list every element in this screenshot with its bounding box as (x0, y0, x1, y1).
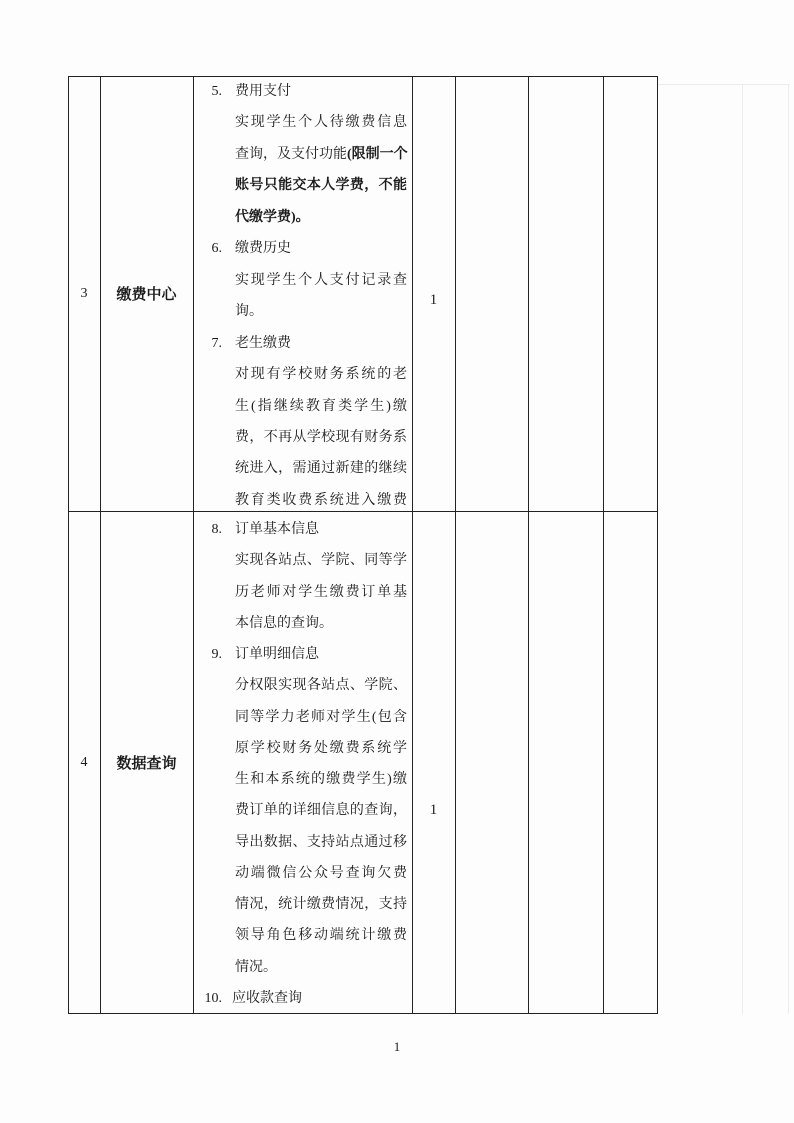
table-row (68, 76, 658, 511)
description-line: 导出数据、支持站点通过移 (235, 834, 407, 850)
description-line: 领导角色移动端统计缴费 (235, 928, 407, 944)
description-line: 费订单的详细信息的查询， (235, 803, 407, 819)
function-description (193, 76, 412, 516)
description-line: 账号只能交本人学费，不能 (235, 178, 407, 194)
description-line: 生(指继续教育类学生)缴 (235, 398, 407, 414)
description-line: 实现各站点、学院、同等学 (235, 553, 407, 569)
item-heading (193, 233, 412, 264)
item-heading (193, 983, 412, 1014)
item-title: 老生缴费 (235, 335, 291, 351)
description-line: 统进入，需通过新建的继续 (235, 461, 407, 477)
description-line: 同等学力老师对学生(包含 (235, 709, 407, 725)
item-number: 6. (211, 241, 222, 257)
description-line: 对现有学校财务系统的老 (235, 367, 407, 383)
description-line: 情况，统计缴费情况，支持 (235, 897, 407, 913)
item-title: 订单明细信息 (235, 647, 319, 663)
description-line: 费，不再从学校现有财务系 (235, 429, 407, 445)
quantity: 1 (429, 802, 438, 818)
item-heading (193, 639, 412, 670)
item-heading (193, 76, 412, 107)
table-row (68, 511, 658, 1014)
description-line: 原学校财务处缴费系统学 (235, 740, 407, 756)
description-text: 查询，及支付功能 (235, 146, 347, 162)
module-name: 数据查询 (116, 756, 177, 772)
description-emphasis: (限制一个 (347, 146, 408, 162)
description-line: 代缴学费)。 (235, 209, 310, 225)
quantity: 1 (429, 292, 438, 308)
item-heading (193, 514, 412, 545)
description-line: 历老师对学生缴费订单基 (235, 584, 407, 600)
description-line: 分权限实现各站点、学院、 (235, 678, 407, 694)
description-line: 实现学生个人支付记录查 (235, 272, 407, 288)
item-title: 费用支付 (235, 84, 291, 99)
item-title: 订单基本信息 (235, 522, 319, 537)
row-number: 4 (80, 754, 88, 770)
item-title: 缴费历史 (235, 241, 291, 257)
description-line: 本信息的查询。 (235, 615, 333, 631)
description-line: 生和本系统的缴费学生)缴 (235, 772, 407, 788)
description-line: 询。 (235, 304, 263, 320)
item-number: 8. (211, 522, 222, 537)
item-number: 9. (211, 647, 222, 663)
item-number: 5. (211, 84, 222, 99)
function-description (193, 511, 412, 1014)
description-line: 动端微信公众号查询欠费 (235, 865, 407, 881)
description-line: 教育类收费系统进入缴费 (235, 492, 407, 508)
item-number: 7. (211, 335, 222, 351)
item-heading (193, 328, 412, 359)
page-number: 1 (393, 1039, 401, 1054)
description-line: 情况。 (235, 959, 277, 975)
item-title: 应收款查询 (232, 990, 302, 1006)
description-line (235, 139, 407, 170)
description-line: 实现学生个人待缴费信息 (235, 115, 407, 131)
requirements-table (68, 76, 658, 1014)
module-name: 缴费中心 (116, 287, 177, 303)
row-number: 3 (80, 285, 88, 301)
item-number: 10. (204, 990, 222, 1006)
